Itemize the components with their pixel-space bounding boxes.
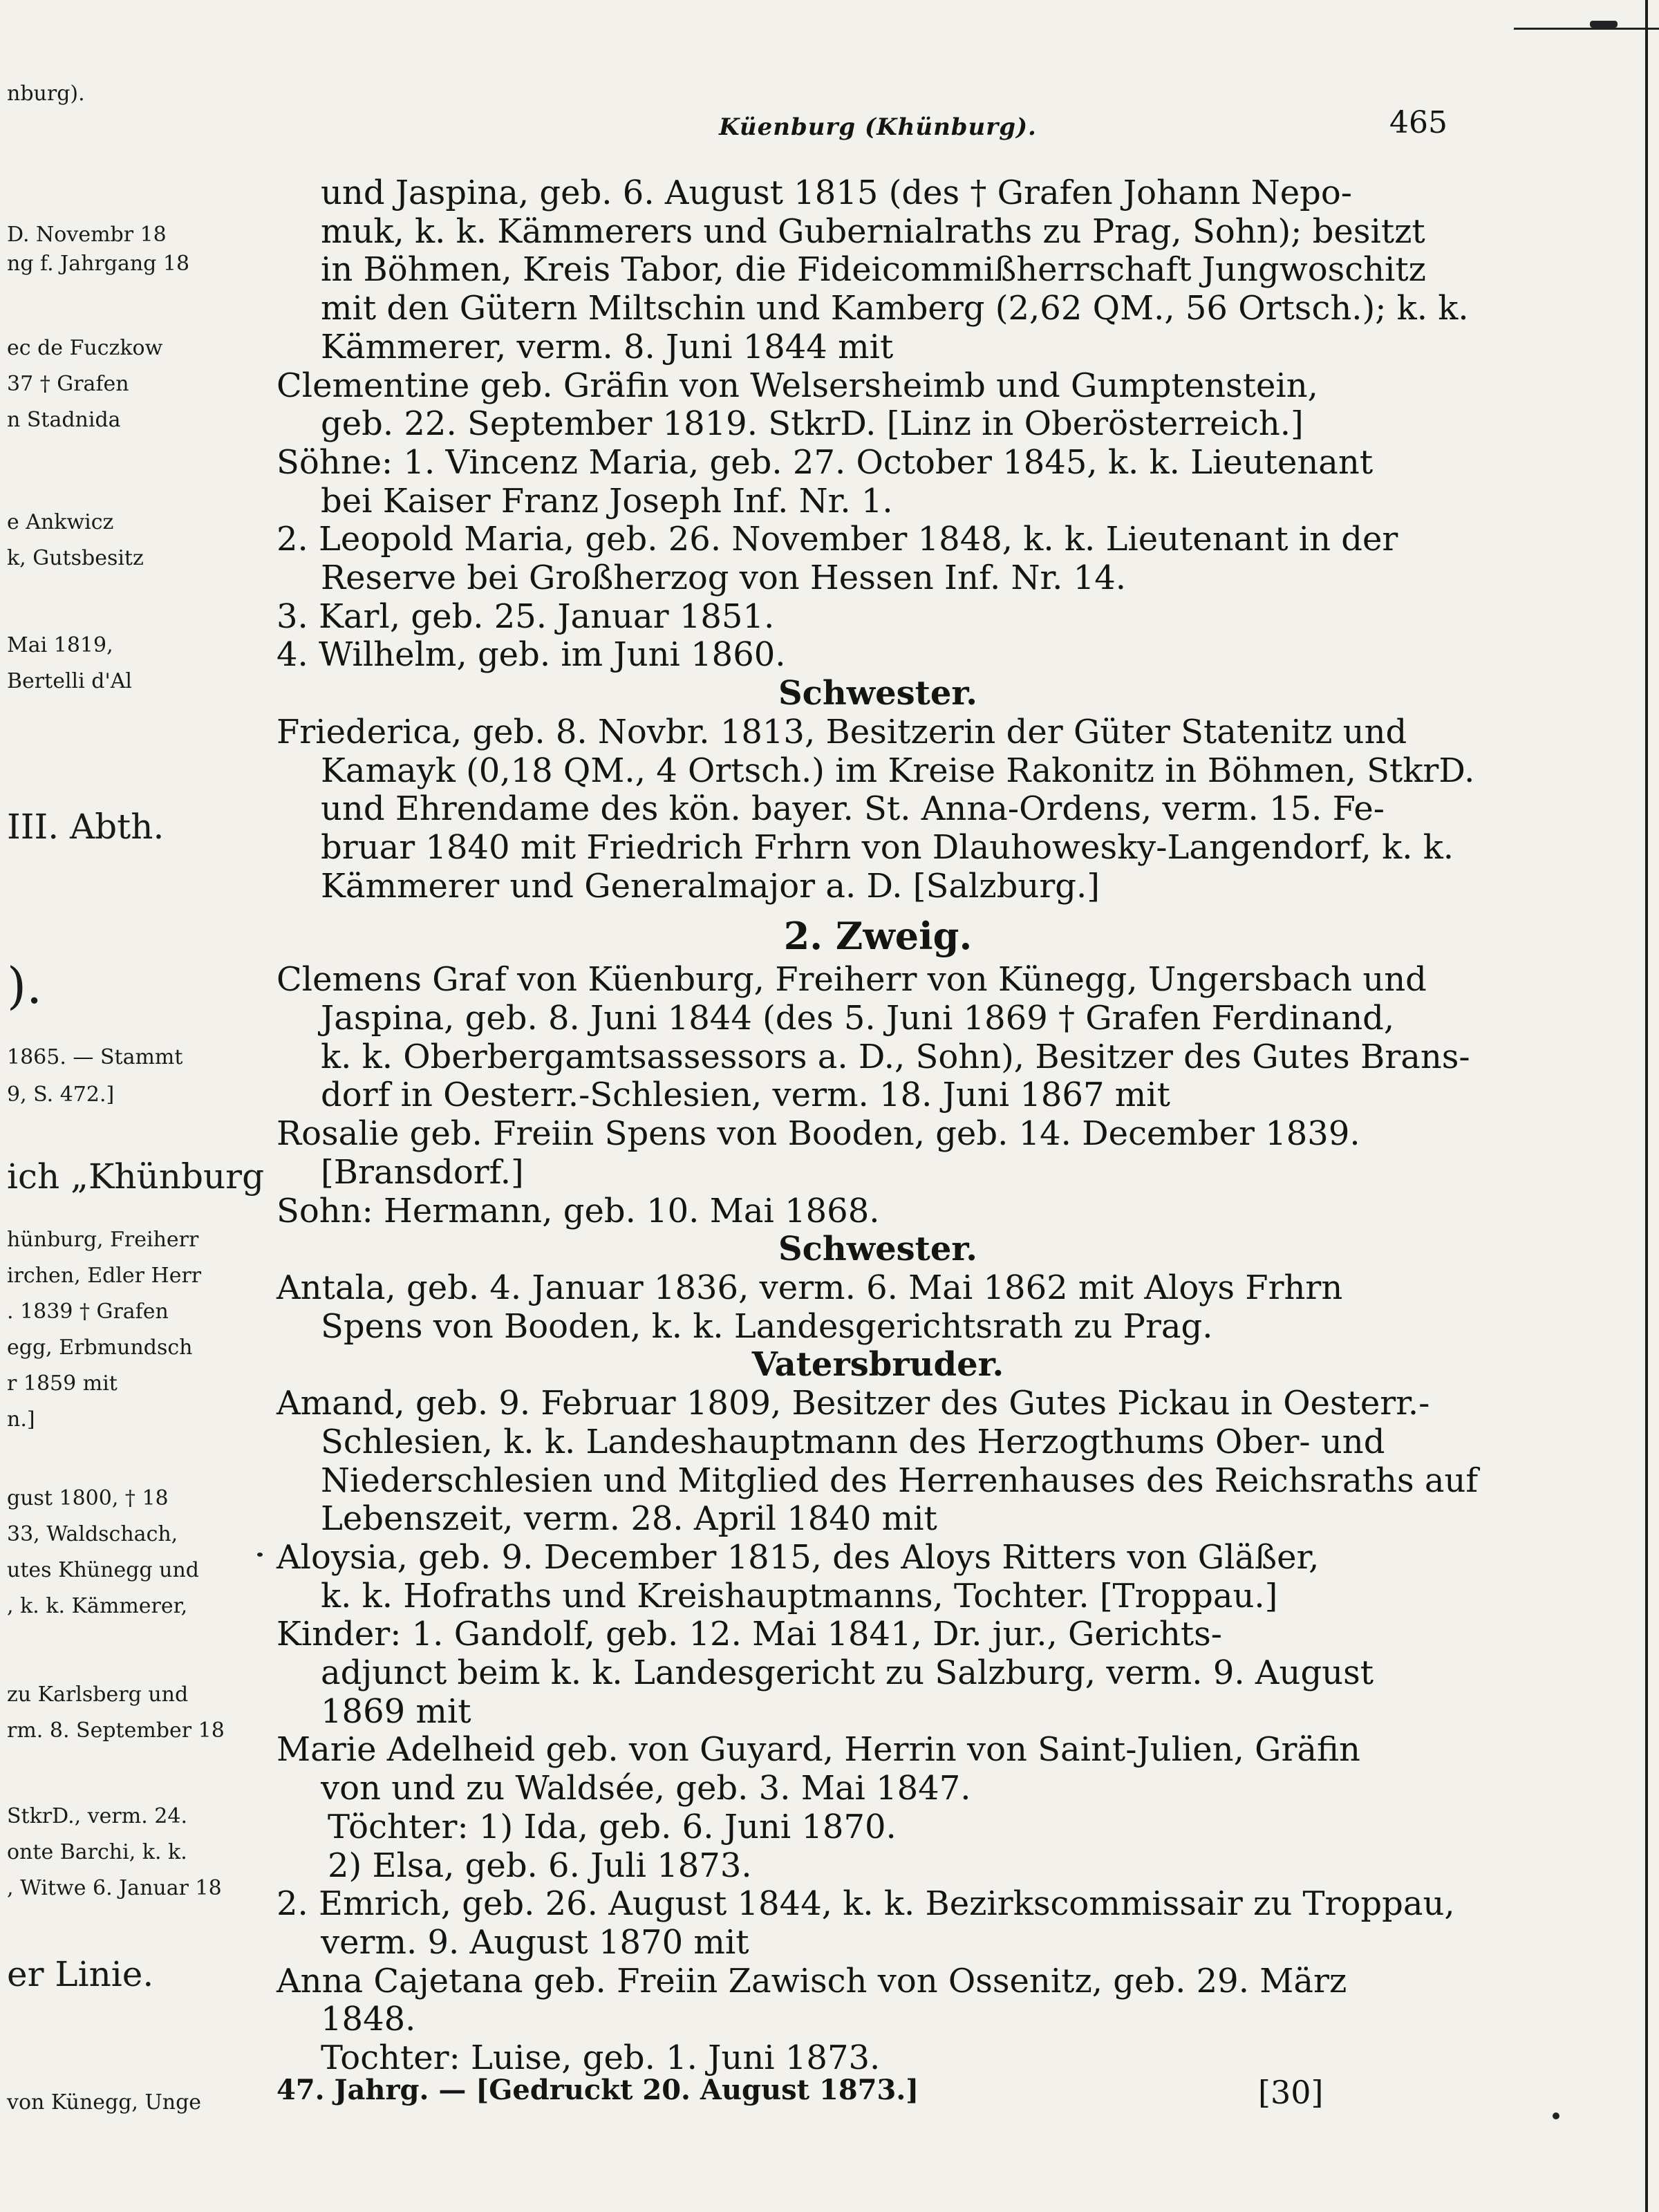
text-line: in Böhmen, Kreis Tabor, die Fideicommißherrschaft Jungwoschitz xyxy=(321,250,1426,290)
text-line: muk, k. k. Kämmerers und Gubernialraths zu Prag, Sohn); besitzt xyxy=(321,212,1425,251)
text-line: Kamayk (0,18 QM., 4 Ortsch.) im Kreise Rakonitz in Böhmen, StkrD. xyxy=(321,751,1475,790)
page-number: 465 xyxy=(1389,105,1447,140)
text-line: bruar 1840 mit Friedrich Frhrn von Dlauhowesky-Langendorf, k. k. xyxy=(321,827,1454,867)
text-line: Marie Adelheid geb. von Guyard, Herrin von Saint-Julien, Gräfin xyxy=(276,1730,1360,1770)
signature-mark: [30] xyxy=(1258,2074,1324,2111)
text-line: 2. Emrich, geb. 26. August 1844, k. k. Bezirkscommissair zu Troppau, xyxy=(276,1884,1455,1924)
text-line: Anna Cajetana geb. Freiin Zawisch von Ossenitz, geb. 29. März xyxy=(276,1961,1347,2000)
text-line: von und zu Waldsée, geb. 3. Mai 1847. xyxy=(321,1769,971,1808)
text-line: und Ehrendame des kön. bayer. St. Anna-Ordens, verm. 15. Fe- xyxy=(321,789,1385,829)
left-fragment: egg, Erbmundsch xyxy=(7,1335,193,1360)
left-fragment: 1865. — Stammt xyxy=(7,1045,183,1069)
text-line: Lebenszeit, verm. 28. April 1840 mit xyxy=(321,1499,937,1539)
imprint-footer: 47. Jahrg. — [Gedruckt 20. August 1873.] xyxy=(276,2074,919,2106)
text-line: Kinder: 1. Gandolf, geb. 12. Mai 1841, Dr. jur., Gerichts- xyxy=(276,1615,1223,1654)
left-fragment: 37 † Grafen xyxy=(7,372,129,396)
left-fragment: irchen, Edler Herr xyxy=(7,1264,202,1288)
left-facing-page-margin xyxy=(0,0,265,2212)
text-line: dorf in Oesterr.-Schlesien, verm. 18. Juni 1867 mit xyxy=(321,1076,1170,1115)
text-line: Reserve bei Großherzog von Hessen Inf. Nr. 14. xyxy=(321,559,1127,598)
text-line: Kämmerer, verm. 8. Juni 1844 mit xyxy=(321,327,894,366)
text-line: Schlesien, k. k. Landeshauptmann des Herzogthums Ober- und xyxy=(321,1422,1385,1461)
page-edge-line xyxy=(1645,0,1648,2212)
left-fragment: ng f. Jahrgang 18 xyxy=(7,252,190,276)
section-heading-schwester: Schwester. xyxy=(778,1230,977,1269)
section-heading-vatersbruder: Vatersbruder. xyxy=(751,1345,1004,1385)
text-line: Aloysia, geb. 9. December 1815, des Aloys Ritters von Gläßer, xyxy=(276,1537,1320,1577)
text-line: k. k. Oberbergamtsassessors a. D., Sohn), Besitzer des Gutes Brans- xyxy=(321,1037,1470,1076)
text-line: bei Kaiser Franz Joseph Inf. Nr. 1. xyxy=(321,481,893,521)
left-fragment: k, Gutsbesitz xyxy=(7,546,144,570)
left-fragment: StkrD., verm. 24. xyxy=(7,1804,187,1828)
left-fragment: 33, Waldschach, xyxy=(7,1522,178,1546)
left-fragment: hünburg, Freiherr xyxy=(7,1228,199,1252)
left-fragment: , Witwe 6. Januar 18 xyxy=(7,1876,222,1900)
section-heading-schwester: Schwester. xyxy=(778,674,977,713)
speck xyxy=(1553,2112,1559,2119)
text-line: Sohn: Hermann, geb. 10. Mai 1868. xyxy=(276,1191,880,1230)
text-line: 1848. xyxy=(321,2000,416,2039)
text-line: 4. Wilhelm, geb. im Juni 1860. xyxy=(276,635,786,675)
left-fragment-heading: er Linie. xyxy=(7,1954,154,1994)
text-line: Kämmerer und Generalmajor a. D. [Salzburg.] xyxy=(321,866,1100,906)
left-fragment: r 1859 mit xyxy=(7,1371,118,1396)
text-line: k. k. Hofraths und Kreishauptmanns, Tochter. [Troppau.] xyxy=(321,1576,1278,1615)
text-line: 2. Leopold Maria, geb. 26. November 1848, k. k. Lieutenant in der xyxy=(276,520,1398,559)
left-fragment: ec de Fuczkow xyxy=(7,336,163,360)
text-line: Friederica, geb. 8. Novbr. 1813, Besitzerin der Güter Statenitz und xyxy=(276,712,1407,751)
left-fragment: zu Karlsberg und xyxy=(7,1683,189,1707)
text-line: adjunct beim k. k. Landesgericht zu Salzburg, verm. 9. August xyxy=(321,1653,1374,1693)
text-line: mit den Gütern Miltschin und Kamberg (2,62 QM., 56 Ortsch.); k. k. xyxy=(321,289,1469,328)
text-line: Spens von Booden, k. k. Landesgerichtsrath zu Prag. xyxy=(321,1306,1213,1346)
text-line: verm. 9. August 1870 mit xyxy=(321,1922,749,1962)
page-edge-dash xyxy=(1514,28,1659,30)
left-fragment: gust 1800, † 18 xyxy=(7,1486,169,1510)
text-line: 2) Elsa, geb. 6. Juli 1873. xyxy=(328,1846,752,1885)
left-fragment: rm. 8. September 18 xyxy=(7,1718,225,1743)
text-line: Antala, geb. 4. Januar 1836, verm. 6. Mai 1862 mit Aloys Frhrn xyxy=(276,1268,1343,1307)
text-line: 1869 mit xyxy=(321,1691,471,1731)
left-fragment: . 1839 † Grafen xyxy=(7,1300,169,1324)
text-line: 3. Karl, geb. 25. Januar 1851. xyxy=(276,597,775,636)
text-line: Söhne: 1. Vincenz Maria, geb. 27. October 1845, k. k. Lieutenant xyxy=(276,442,1374,482)
left-fragment: 9, S. 472.] xyxy=(7,1082,115,1107)
left-fragment: onte Barchi, k. k. xyxy=(7,1840,187,1864)
left-fragment: e Ankwicz xyxy=(7,510,114,534)
text-line: [Bransdorf.] xyxy=(321,1152,524,1192)
left-fragment: n Stadnida xyxy=(7,408,121,432)
running-head: Küenburg (Khünburg). xyxy=(719,113,1037,141)
text-line: und Jaspina, geb. 6. August 1815 (des † Grafen Johann Nepo- xyxy=(321,174,1352,212)
left-fragment: , k. k. Kämmerer, xyxy=(7,1594,188,1618)
left-fragment: n.] xyxy=(7,1407,35,1432)
text-line: Niederschlesien und Mitglied des Herrenhauses des Reichsraths auf xyxy=(321,1461,1479,1500)
left-fragment: Mai 1819, xyxy=(7,633,113,657)
left-fragment: nburg). xyxy=(7,82,85,106)
text-line: Töchter: 1) Ida, geb. 6. Juni 1870. xyxy=(328,1807,897,1846)
section-heading-zweig: 2. Zweig. xyxy=(783,914,973,959)
left-fragment: D. Novembr 18 xyxy=(7,223,167,247)
left-fragment-heading: ). xyxy=(7,957,42,1015)
text-line: Clemens Graf von Küenburg, Freiherr von Künegg, Ungersbach und xyxy=(276,960,1427,1000)
edge-mark xyxy=(1590,21,1618,28)
text-line: Amand, geb. 9. Februar 1809, Besitzer des Gutes Pickau in Oesterr.- xyxy=(276,1384,1430,1423)
text-line: Jaspina, geb. 8. Juni 1844 (des 5. Juni 1869 † Grafen Ferdinand, xyxy=(321,999,1395,1038)
text-line: Clementine geb. Gräfin von Welsersheimb und Gumptenstein, xyxy=(276,366,1318,405)
left-fragment: ich „Khünburg xyxy=(7,1156,265,1197)
text-line: geb. 22. September 1819. StkrD. [Linz in Oberösterreich.] xyxy=(321,404,1304,444)
left-fragment: Bertelli d'Al xyxy=(7,669,132,693)
left-fragment-heading: III. Abth. xyxy=(7,807,165,847)
left-fragment: von Künegg, Unge xyxy=(7,2090,202,2115)
main-text xyxy=(276,174,1479,2078)
speck xyxy=(257,1553,263,1557)
text-line: Tochter: Luise, geb. 1. Juni 1873. xyxy=(321,2038,881,2078)
left-fragment: utes Khünegg und xyxy=(7,1558,199,1582)
text-line: Rosalie geb. Freiin Spens von Booden, geb. 14. December 1839. xyxy=(276,1114,1360,1154)
